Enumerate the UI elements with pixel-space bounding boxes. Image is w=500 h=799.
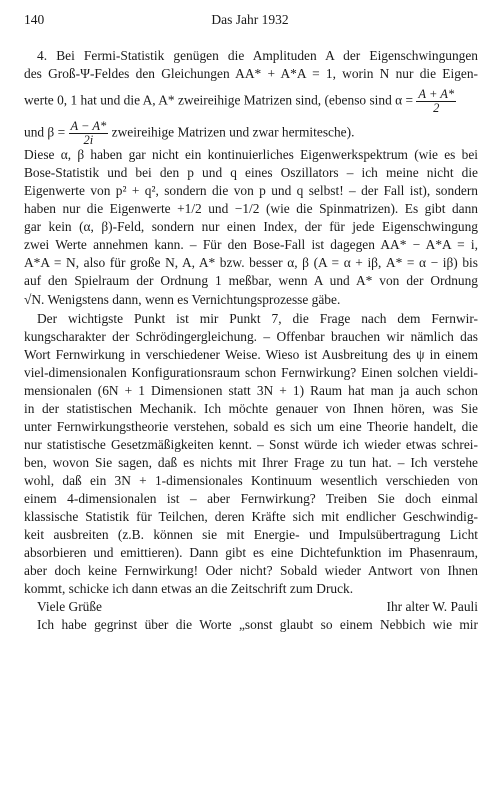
text-line: Eigenwerte von p² + q², sondern die von p und q selbst! – der Fall ist), sondern <box>24 183 478 198</box>
page-number: 140 <box>24 12 45 27</box>
running-title: Das Jahr 1932 <box>211 12 289 27</box>
fraction-denominator: 2 <box>433 101 440 115</box>
text-line: in der statistischen Mechanik. Ich möchte genauer von Ihnen hören, was Sie <box>24 401 478 416</box>
text-line: mensionalen (6N + 1 Dimensionen statt 3N + 1) Raum hat man ja auch schon <box>24 383 478 398</box>
text-line: Bose-Statistik und bei den p und q eines Oszillators – ich meine nicht die <box>24 165 478 180</box>
text-line: 4. Bei Fermi-Statistik genügen die Amplituden A der Eigenschwingungen <box>37 48 478 63</box>
text-line: ben, wovon Sie sagen, daß es nichts mit Ihrer Frage zu tun hat. – Ich verstehe <box>24 455 478 470</box>
text-line-with-fraction <box>24 88 478 115</box>
fraction-denominator: 2i <box>83 133 94 147</box>
text-line: Diese α, β haben gar nicht ein kontinuierliches Eigenwerkspektrum (wie es bei <box>24 147 478 162</box>
text-line-with-fraction <box>24 120 478 147</box>
text-line: des Groß-Ψ-Feldes den Gleichungen AA* + A*A = 1, worin N nur die Eigen- <box>24 66 478 81</box>
text-line: kungscharakter der Schrödingergleichung. – Offenbar brauchen wir nämlich das <box>24 329 478 344</box>
text-line: unter Fernwirkungstheorie verstehen, sobald es sich um eine Theorie handelt, die <box>24 419 478 434</box>
text-line: haben nur die Eigenwerte +1/2 und −1/2 (wie die Spinmatrizen). Es gibt dann <box>24 201 478 216</box>
text-line: klassische Statistik für Teilchen, deren Kräfte sich mit endlicher Geschwindig- <box>24 509 478 524</box>
fraction-numerator: A + A* <box>418 87 455 101</box>
text-line: Wort Fernwirkung in verschiedener Weise. Wieso ist Ausbreitung des ψ in einem <box>24 347 478 362</box>
text-line: A*A = N, also für große N, A, A* bzw. besser α, β (A = α + iβ, A* = α − iβ) bis <box>24 255 478 270</box>
fraction-numerator: A − A* <box>70 119 107 133</box>
text-segment: zweireihige Matrizen und zwar hermitesche). <box>111 124 355 140</box>
text-line: keit ausbreiten (z.B. können sie mit Energie- und Impulsübertragung Licht <box>24 527 478 542</box>
text-line: aber doch keine Fernwirkung! Oder nicht? Sobald wieder Antwort von Ihnen <box>24 563 478 578</box>
text-line: absorbieren und emittieren). Dann gibt es eine Dichtefunktion im Phasenraum, <box>24 545 478 560</box>
text-line: Ich habe gegrinst über die Worte „sonst glaubt so einem Nebbich wie mir <box>37 617 478 632</box>
fraction-beta <box>69 120 109 147</box>
text-line: √N. Wenigstens dann, wenn es Vernichtungsprozesse gäbe. <box>24 292 341 307</box>
text-line: zwei Werte annehmen kann. – Für den Bose-Fall ist dagegen AA* − A*A = i, <box>24 237 478 252</box>
fraction-alpha <box>416 88 456 115</box>
text-line: wohl, daß ein 3N + 1-dimensionales Kontinuum wesentlich verschieden von <box>24 473 478 488</box>
page-header <box>24 12 476 30</box>
text-segment: werte 0, 1 hat und die A, A* zweireihige Matrizen sind, (ebenso sind α = <box>24 92 414 108</box>
text-line: nur statistische Gesetzmäßigkeiten kennt. – Sonst würde ich wieder etwas schrei- <box>24 437 478 452</box>
text-line: kommt, schicke ich dann etwas an die Zeitschrift zum Druck. <box>24 581 354 596</box>
text-line: einem 4-dimensionalen ist – aber Fernwirkung? Treiben Sie doch einmal <box>24 491 478 506</box>
text-line: gar kein (α, β)-Feld, sondern nur einen Index, der für jede Eigenschwingung <box>24 219 478 234</box>
text-line: viel-dimensionalen Konfigurationsraum schon Fernwirkung? Einen solchen vieldi- <box>24 365 478 380</box>
signature: Ihr alter W. Pauli <box>386 599 478 614</box>
text-line: auf den Spielraum der Ordnung 1 meßbar, wenn A und A* von der Ordnung <box>24 273 478 288</box>
closing-greeting: Viele Grüße <box>37 599 103 614</box>
text-segment: und β = <box>24 124 66 140</box>
text-line: Der wichtigste Punkt ist mir Punkt 7, die Frage nach dem Fernwir- <box>37 311 478 326</box>
